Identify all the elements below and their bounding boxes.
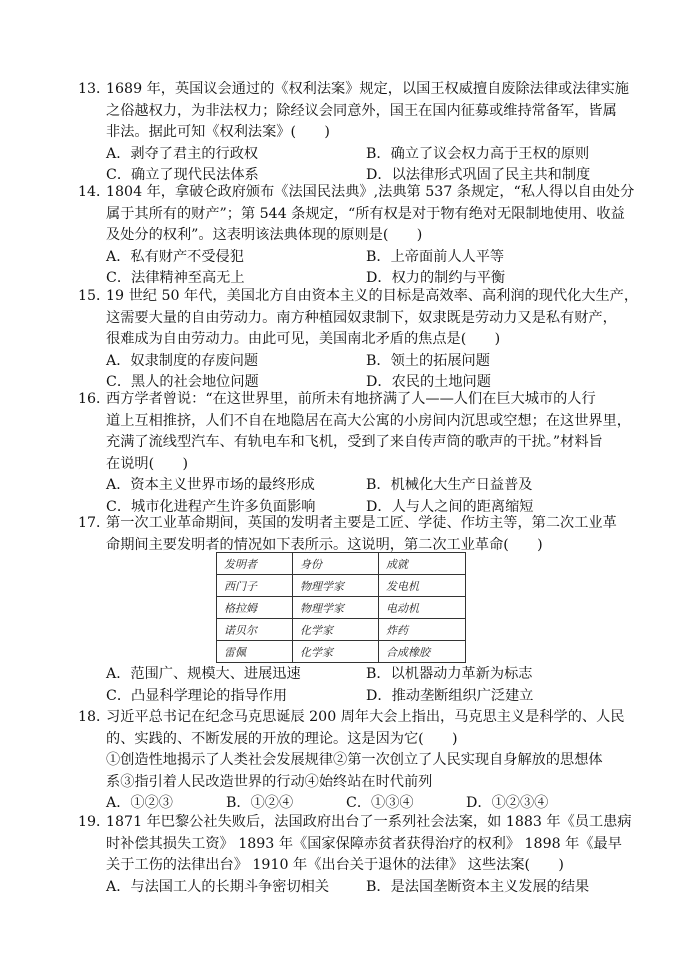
table-cell: 化学家	[293, 619, 379, 641]
table-header-cell: 发明者	[217, 553, 293, 575]
option-a: A．①②③	[106, 795, 173, 811]
table-cell: 诺贝尔	[217, 619, 293, 641]
question-text-line: 这需要大量的自由劳动力。南方种植园奴隶制下，奴隶既是劳动力又是私有财产，	[106, 309, 617, 326]
option-b: B．上帝面前人人平等	[366, 248, 505, 265]
question-text-line: 时补偿其损失工资》 1893 年《国家保障赤贫者获得治疗的权利》 1898 年《最早	[106, 835, 622, 852]
option-a: A．资本主义世界市场的最终形成	[106, 477, 315, 493]
question-text-line: 命期间主要发明者的情况如下表所示。这说明，第二次工业革命( )	[106, 536, 543, 553]
question-text-line: 系③指引着人民改造世界的行动④始终站在时代前列	[106, 773, 433, 790]
option-c: C．法律精神至高无上	[106, 270, 245, 286]
option-b: B．确立了议会权力高于王权的原则	[366, 145, 590, 162]
question-text-line: 第一次工业革命期间，英国的发明者主要是工匠、学徒、作坊主等，第二次工业革	[106, 515, 617, 531]
option-d: D．以法律形式巩固了民主共和制度	[366, 167, 591, 183]
question-text-line: 充满了流线型汽车、有轨电车和飞机，受到了来自传声筒的歌声的干扰。”材料旨	[106, 434, 603, 450]
option-d: D．推动垄断组织广泛建立	[366, 687, 534, 704]
question-text-line: 1871 年巴黎公社失败后，法国政府出台了一系列社会法案，如 1883 年《员工患病	[106, 814, 632, 830]
option-d: D．农民的土地问题	[366, 374, 491, 390]
inventor-table	[216, 552, 466, 663]
question-text-line: 道上互相推挤，人们不自在地隐居在高大公寓的小房间内沉思或空想；在这世界里，	[106, 412, 631, 429]
table-cell: 格拉姆	[217, 597, 293, 619]
table-cell: 雷佩	[217, 641, 293, 663]
option-d: D．人与人之间的距离缩短	[366, 498, 534, 515]
table-header-cell: 成就	[379, 553, 466, 575]
question-number: 18．	[78, 709, 111, 725]
question-text-line: 及处分的权利”。这表明该法典体现的原则是( )	[106, 227, 423, 243]
table-row	[217, 597, 466, 619]
question-text-line: 1689 年，英国议会通过的《权利法案》规定，以国王权威擅自废除法律或法律实施	[106, 81, 629, 97]
question-text-line: 习近平总书记在纪念马克思诞辰 200 周年大会上指出，马克思主义是科学的、人民	[106, 709, 625, 725]
question-number: 17．	[78, 515, 111, 531]
question-text-line: 关于工伤的法律出台》 1910 年《出台关于退休的法律》 这些法案( )	[106, 857, 564, 873]
question-15	[78, 286, 639, 394]
table-cell: 化学家	[293, 641, 379, 663]
question-text-line: 之俗越权力，为非法权力；除经议会同意外，国王在国内征募或维持常备军，皆属	[106, 102, 617, 119]
question-17	[78, 513, 634, 556]
question-16	[78, 389, 634, 518]
question-number: 19．	[78, 814, 111, 830]
table-row	[217, 575, 466, 597]
question-text-line: 西方学者曾说：“在这世界里，前所未有地挤满了人——人们在巨大城市的人行	[106, 391, 596, 407]
table-cell: 电动机	[379, 597, 466, 619]
table-cell: 合成橡胶	[379, 641, 466, 663]
table-row	[217, 641, 466, 663]
option-d: D．①②③④	[466, 795, 549, 811]
table-cell: 物理学家	[293, 597, 379, 619]
question-17-options	[78, 664, 634, 707]
option-a: A．范围广、规模大、进展迅速	[106, 666, 301, 682]
table-cell: 西门子	[217, 575, 293, 597]
table-row	[217, 619, 466, 641]
option-c: C．确立了现代民法体系	[106, 167, 259, 183]
question-text-line: 1804 年，拿破仑政府颁布《法国民法典》,法典第 537 条规定，“私人得以自由处分	[106, 184, 635, 200]
option-c: C．城市化进程产生许多负面影响	[106, 498, 316, 515]
option-b: B．以机器动力革新为标志	[366, 666, 533, 682]
option-c: C．黑人的社会地位问题	[106, 374, 259, 390]
question-text-line: 很难成为自由劳动力。由此可见，美国南北矛盾的焦点是( )	[106, 331, 501, 347]
table-cell: 发电机	[379, 575, 466, 597]
question-number: 15．	[78, 288, 111, 304]
question-text-line: 非法。据此可知《权利法案》( )	[106, 124, 330, 140]
question-text-line: 19 世纪 50 年代，美国北方自由资本主义的目标是高效率、高利润的现代化大生产，	[106, 288, 639, 304]
option-b: B．领土的拓展问题	[366, 352, 490, 369]
option-c: C．①③④	[346, 795, 414, 811]
option-b: B．①②④	[226, 795, 294, 811]
table-cell: 物理学家	[293, 575, 379, 597]
question-text-line: 属于其所有的财产”；第 544 条规定，“所有权是对于物有绝对无限制地使用、收益	[106, 205, 625, 222]
option-b: B．是法国垄断资本主义发展的结果	[366, 878, 590, 895]
table-cell: 炸药	[379, 619, 466, 641]
question-text-line: 在说明( )	[106, 455, 189, 472]
table-header-row	[217, 553, 466, 575]
question-19	[78, 812, 634, 898]
table-header-cell: 身份	[293, 553, 379, 575]
option-a: A．剥夺了君主的行政权	[106, 145, 259, 162]
option-a: A．与法国工人的长期斗争密切相关	[106, 878, 330, 895]
question-14	[78, 182, 634, 290]
question-number: 13．	[78, 81, 111, 97]
option-a: A．奴隶制度的存废问题	[106, 352, 259, 369]
question-13	[78, 79, 634, 187]
question-18	[78, 707, 634, 815]
question-text-line: ①创造性地揭示了人类社会发展规律②第一次创立了人民实现自身解放的思想体	[106, 752, 603, 768]
option-b: B．机械化大生产日益普及	[366, 477, 533, 493]
option-d: D．权力的制约与平衡	[366, 270, 506, 286]
question-text-line: 的、实践的、不断发展的开放的理论。这是因为它( )	[106, 730, 458, 747]
option-c: C．凸显科学理论的指导作用	[106, 687, 288, 704]
option-a: A．私有财产不受侵犯	[106, 248, 244, 265]
question-number: 16．	[78, 391, 111, 407]
question-number: 14．	[78, 184, 111, 200]
